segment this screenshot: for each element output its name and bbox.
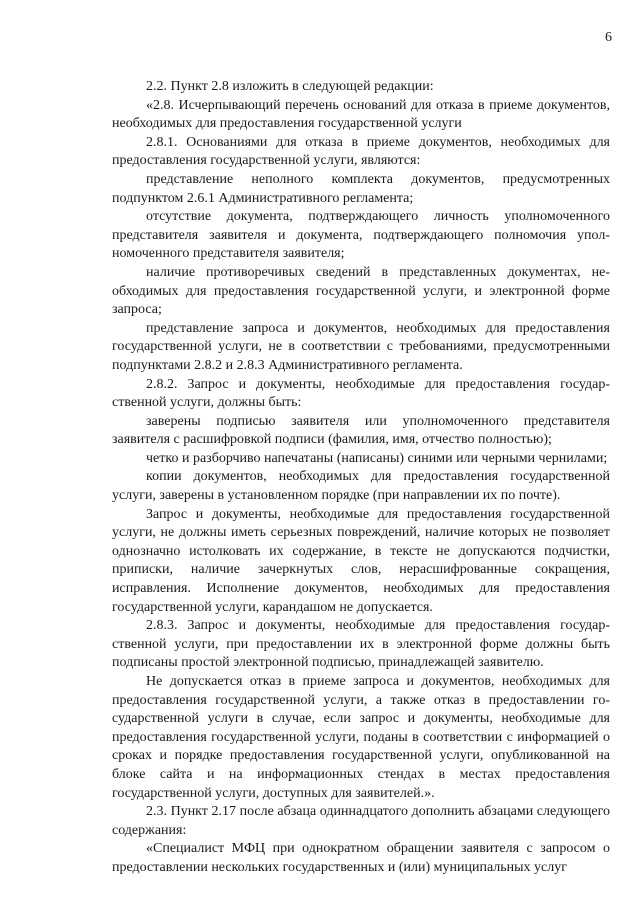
paragraph-2-8-2: 2.8.2. Запрос и документы, необходимые для предоставления государственной услуги, должны быть: [112,376,610,411]
paragraph-2-2: 2.2. Пункт 2.8 изложить в следующей редакции: [146,79,434,94]
page-number: 6 [605,30,612,45]
paragraph-2-8-1: 2.8.1. Основаниями для отказа в приеме документов, необходимых для предоставления государственной услуги, являются: [112,134,610,169]
paragraph-no-damage: Запрос и документы, необходимые для предоставления государственной услуги, не должны иметь серьезных повреждений, наличие которых не позволяет однозначно истолковать их содержание, в тексте не допускаются подчистки, приписки, наличие зачеркнутых слов, нерасшифрованные сокращения, исправления. Исполнение документов, необходимых для предоставления государственной услуги, карандашом не допускается. [112,506,610,615]
paragraph-2-8-3: 2.8.3. Запрос и документы, необходимые для предоставления государственной услуги, при предоставлении их в электронной форме должны быть подписаны простой электронной подписью, принадлежащей заявителю. [112,618,610,671]
list-item-noncompliant-request: представление запроса и документов, необходимых для предоставления государственной услуги, не в соответствии с требованиями, предусмотренными подпунктами 2.8.2 и 2.8.3 Административного регламента. [112,320,610,373]
list-item-certified-copies: копии документов, необходимых для предоставления государственной услуги, заверены в установленном порядке (при направлении их по почте). [112,469,610,504]
list-item-no-identity-document: отсутствие документа, подтверждающего личность уполномоченного представителя заявителя и документа, подтверждающего полномочия уполномоченного представителя заявителя; [112,209,610,262]
list-item-printed-clearly: четко и разборчиво напечатаны (написаны) синими или черными чернилами; [146,450,608,466]
list-item-signed: заверены подписью заявителя или уполномоченного представителя заявителя с расшифровкой подписи (фамилия, имя, отчество полностью); [112,413,610,448]
list-item-incomplete-set: представление неполного комплекта документов, предусмотренных подпунктом 2.6.1 Административного регламента; [112,171,610,206]
paragraph-2-3: 2.3. Пункт 2.17 после абзаца одиннадцатого дополнить абзацами следующего содержания: [112,804,610,838]
list-item-contradictory-info: наличие противоречивых сведений в представленных документах, необходимых для предоставления государственной услуги, и электронной форме запроса; [112,264,610,318]
paragraph-mfc-specialist: «Специалист МФЦ при однократном обращении заявителя с запросом о предоставлении нескольких государственных и (или) муниципальных услуг [112,841,610,875]
paragraph-refusal-not-allowed: Не допускается отказ в приеме запроса и документов, необходимых для предоставления государственной услуги, а также отказ в предоставлении государственной услуги в случае, если запрос и документы, необходимые для предоставления государственной услуги, поданы в соответствии с информацией о сроках и порядке предоставления государственной услуги, опубликованной на блоке сайта и на информационных стендах в местах предоставления государственной услуги, доступных для заявителей.». [112,674,610,801]
document-body [112,78,610,878]
paragraph-2-8-title: «2.8. Исчерпывающий перечень оснований для отказа в приеме документов, необходимых для предоставления государственной услуги [112,97,610,132]
